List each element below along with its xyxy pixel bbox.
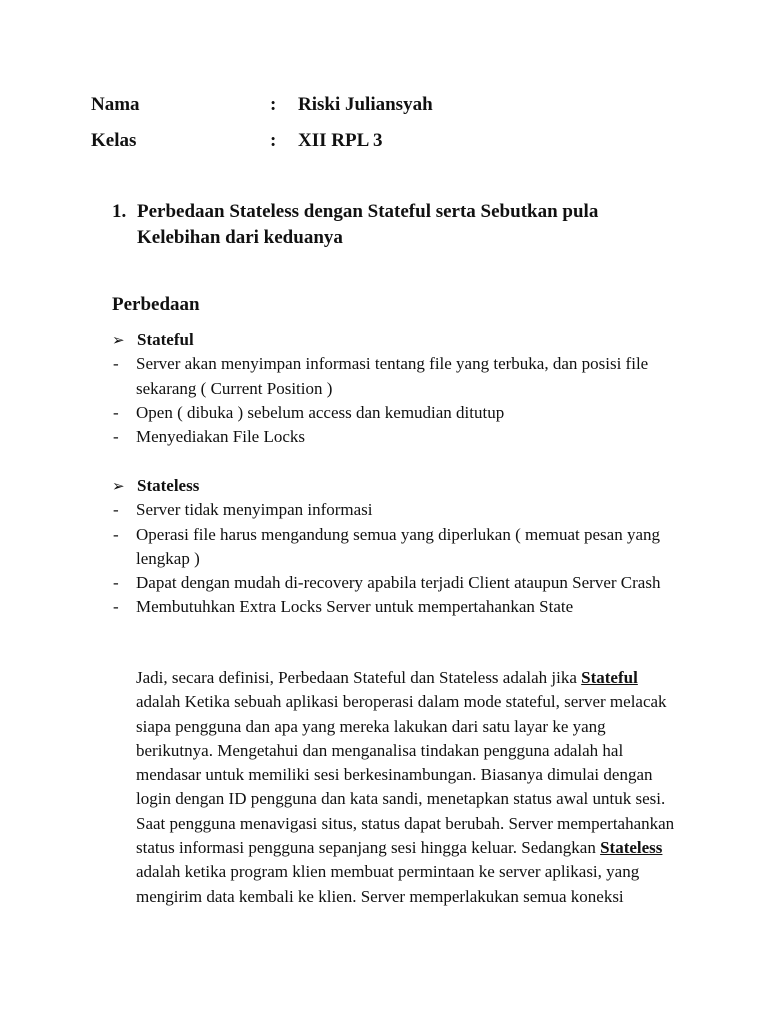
stateful-group [112, 328, 682, 449]
dash-marker: - [113, 354, 119, 374]
paragraph-intro: Jadi, secara definisi, Perbedaan Stateful dan Stateless adalah jika [136, 668, 577, 687]
list-item-text: Operasi file harus mengandung semua yang diperlukan ( memuat pesan yang lengkap ) [136, 524, 661, 568]
stateless-title: Stateless [137, 476, 200, 495]
list-item [112, 595, 682, 619]
dash-marker: - [113, 573, 119, 593]
list-item [112, 571, 682, 595]
name-label: Nama [91, 94, 140, 115]
arrow-bullet-icon: ➢ [112, 477, 125, 495]
stateless-heading [112, 474, 682, 498]
dash-marker: - [113, 427, 119, 447]
stateful-title: Stateful [137, 330, 194, 349]
dash-marker: - [113, 402, 119, 422]
stateful-term: Stateful [581, 668, 638, 687]
stateless-group [112, 474, 682, 620]
list-item [112, 352, 682, 401]
paragraph-part-2: adalah ketika program klien membuat permintaan ke server aplikasi, yang mengirim data kembali ke klien. Server memperlakukan semua koneksi [136, 862, 640, 906]
stateful-heading [112, 328, 682, 352]
stateless-term: Stateless [600, 838, 663, 858]
list-item-text: Server akan menyimpan informasi tentang file yang terbuka, dan posisi file sekarang ( Current Position ) [136, 354, 649, 398]
name-colon: : [270, 94, 277, 115]
class-label: Kelas [91, 130, 137, 151]
list-item-text: Dapat dengan mudah di-recovery apabila terjadi Client ataupun Server Crash [136, 573, 661, 593]
dash-marker: - [113, 597, 119, 617]
list-item-text: Menyediakan File Locks [136, 427, 306, 447]
list-item-text: Membutuhkan Extra Locks Server untuk mempertahankan State [136, 597, 574, 617]
list-item [112, 523, 682, 572]
section-heading: Perbedaan [112, 294, 200, 315]
paragraph-part-1: adalah Ketika sebuah aplikasi beroperasi dalam mode stateful, server melacak siapa pengguna dan apa yang mereka lakukan dari satu layar ke yang berikutnya. Mengetahui dan menganalisa tindakan pengguna adalah hal mendasar untuk memiliki sesi berkesinambungan. Biasanya dimulai dengan login dengan ID pengguna dan kata sandi, menetapkan status awal untuk sesi. Saat pengguna menavigasi situs, status dapat berubah. Server mempertahankan status informasi pengguna sepanjang sesi hingga keluar. Sedangkan [136, 692, 675, 858]
student-name: Riski Juliansyah [298, 94, 433, 115]
question-1 [112, 199, 672, 251]
list-item [112, 498, 682, 522]
list-item [112, 401, 682, 425]
list-item-text: Open ( dibuka ) sebelum access dan kemudian ditutup [136, 402, 505, 422]
class-colon: : [270, 130, 277, 151]
conclusion-paragraph [136, 666, 684, 909]
list-item-text: Server tidak menyimpan informasi [136, 500, 373, 520]
dash-marker: - [113, 500, 119, 520]
question-number: 1. [112, 201, 127, 222]
dash-marker: - [113, 524, 119, 544]
list-item [112, 425, 682, 449]
student-class: XII RPL 3 [298, 130, 383, 151]
arrow-bullet-icon: ➢ [112, 331, 125, 349]
question-text: Perbedaan Stateless dengan Stateful serta Sebutkan pula Kelebihan dari keduanya [137, 201, 599, 248]
